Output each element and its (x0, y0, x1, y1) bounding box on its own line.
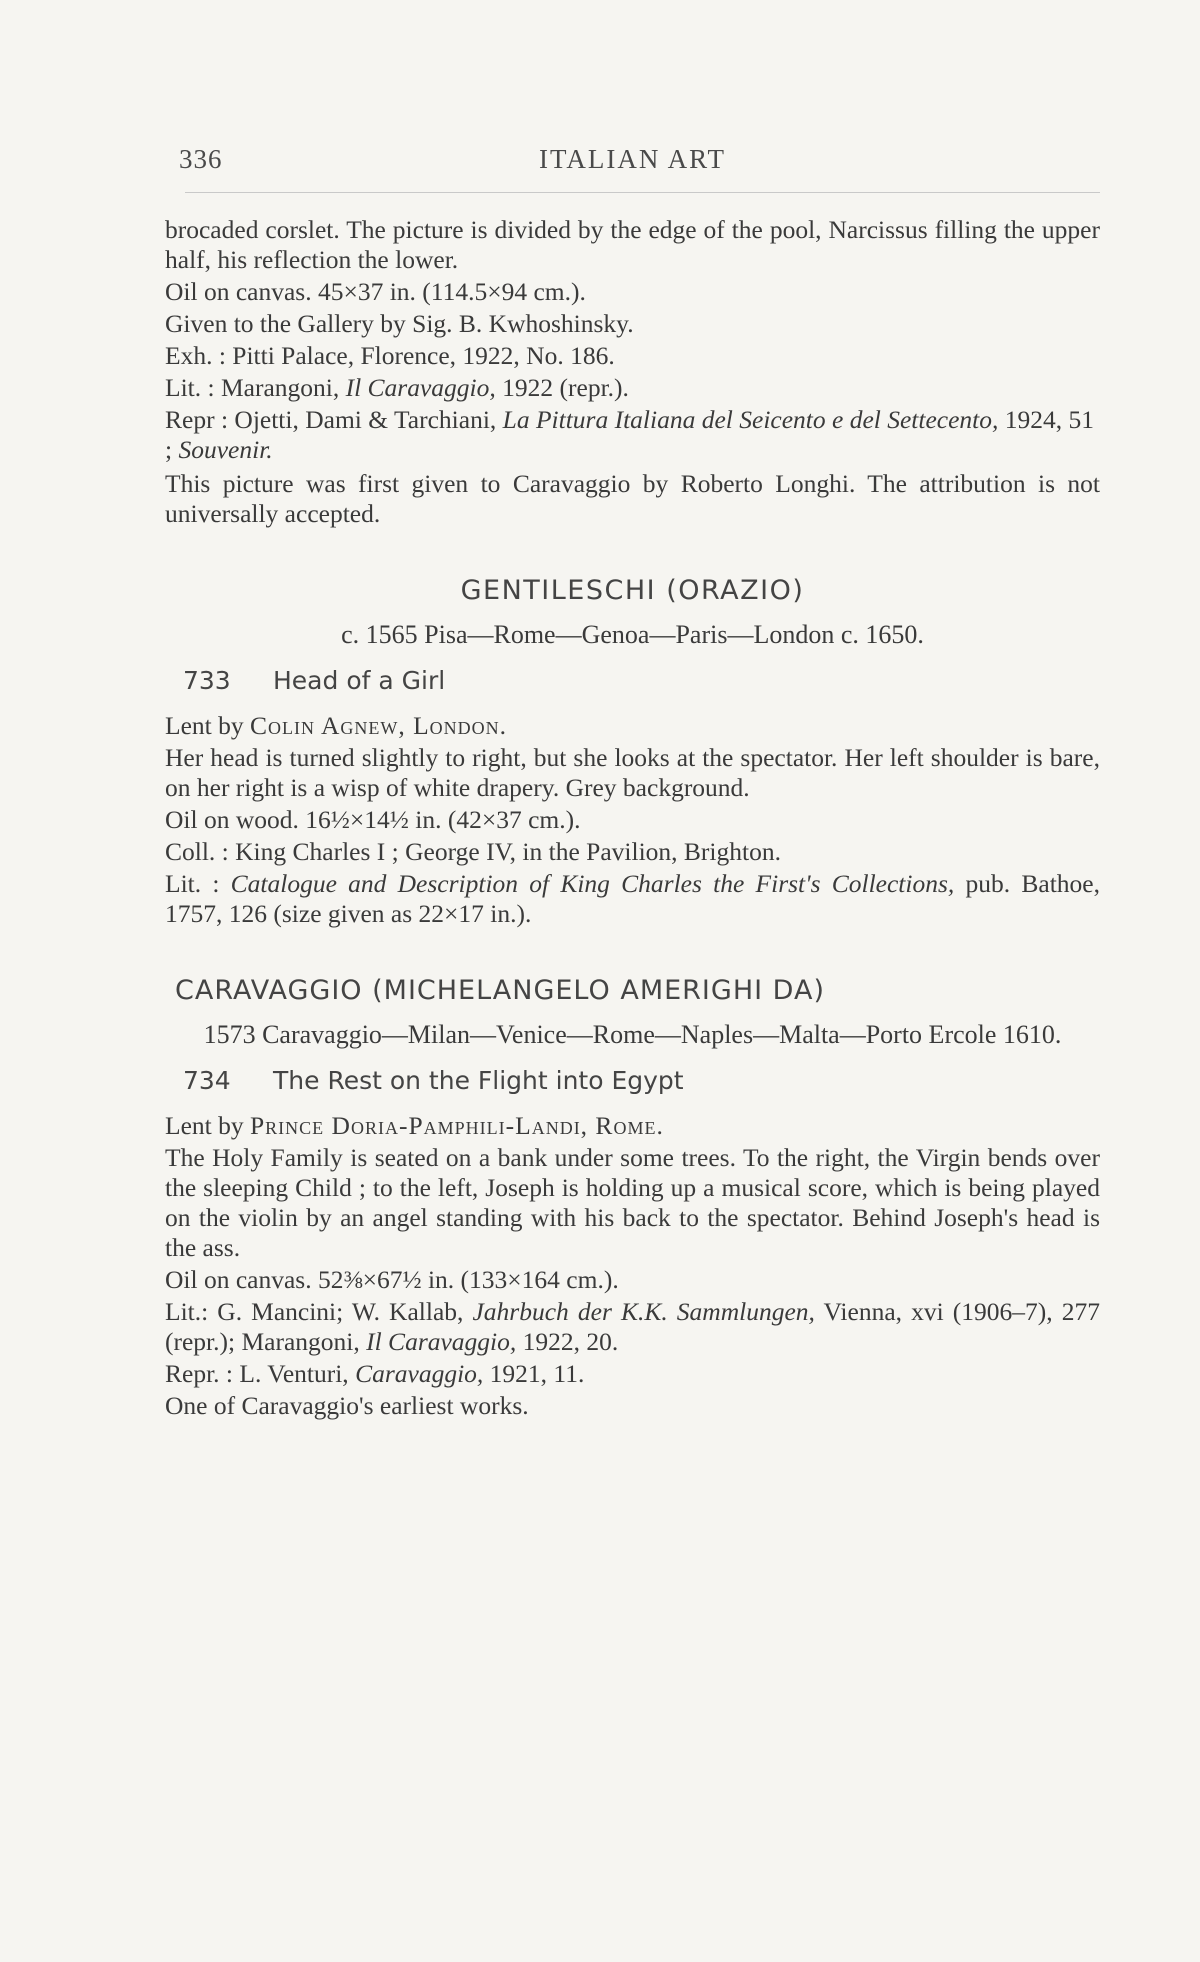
entry-collection: Coll. : King Charles I ; George IV, in the Pavilion, Brighton. (165, 837, 781, 866)
continued-reproduction (165, 405, 1100, 465)
lit-title-1: Jahrbuch der K.K. Sammlungen, (472, 1297, 815, 1326)
lit-suffix: 1922 (repr.). (495, 373, 629, 402)
lit-mid: Vienna, xvi (1906–7), 277 (repr.); Marangoni, (165, 1297, 1100, 1356)
artist-heading-gentileschi: GENTILESCHI (ORAZIO) (460, 575, 805, 606)
continued-entry (165, 215, 1100, 529)
entry-medium: Oil on wood. 16½×14½ in. (42×37 cm.). (165, 805, 581, 834)
continued-medium: Oil on canvas. 45×37 in. (114.5×94 cm.). (165, 277, 586, 306)
continued-exhibition: Exh. : Pitti Palace, Florence, 1922, No. 186. (165, 341, 615, 370)
entry-number: 733 (183, 666, 231, 695)
lent-prefix: Lent by (165, 1111, 250, 1140)
repr-prefix: Repr. : L. Venturi, (165, 1359, 356, 1388)
repr-suffix: 1921, 11. (483, 1359, 585, 1388)
lit-suffix: 1922, 20. (516, 1327, 619, 1356)
lender: Colin Agnew, London. (249, 711, 508, 740)
entry-description: Her head is turned slightly to right, but she looks at the spectator. Her left shoulder is bare, on her right is a wisp of white drapery. Grey background. (165, 743, 1100, 802)
lender: Prince Doria-Pamphili-Landi, Rome. (249, 1111, 664, 1140)
repr-title: Caravaggio, (355, 1359, 484, 1388)
continued-given: Given to the Gallery by Sig. B. Kwhoshinsky. (165, 309, 634, 338)
continued-note: This picture was first given to Caravaggio by Roberto Longhi. The attribution is not universally accepted. (165, 469, 1100, 528)
artist-dates-caravaggio: 1573 Caravaggio—Milan—Venice—Rome—Naples—Malta—Porto Ercole 1610. (203, 1020, 1062, 1049)
page-number: 336 (179, 144, 223, 174)
artist-dates-gentileschi: c. 1565 Pisa—Rome—Genoa—Paris—London c. 1650. (341, 620, 924, 649)
lit-title-2: Il Caravaggio, (366, 1327, 517, 1356)
entry-literature (165, 1297, 1100, 1357)
continued-literature (165, 373, 1100, 403)
lit-suffix: pub. Bathoe, 1757, 126 (size given as 22×17 in.). (165, 869, 1100, 928)
repr-mid: 1924, 51 ; (165, 405, 1095, 464)
entry-heading-733 (183, 666, 1100, 695)
entry-heading-734 (183, 1066, 1100, 1095)
lit-title: Catalogue and Description of King Charles the First's Collections, (230, 869, 955, 898)
running-title: ITALIAN ART (539, 144, 726, 174)
header-rule (185, 192, 1100, 193)
lit-prefix: Lit. : (165, 869, 231, 898)
repr-souvenir: Souvenir. (178, 435, 273, 464)
lit-prefix: Lit.: G. Mancini; W. Kallab, (165, 1297, 473, 1326)
lent-by (165, 1111, 1100, 1141)
repr-title: La Pittura Italiana del Seicento e del Settecento, (502, 405, 999, 434)
lit-prefix: Lit. : Marangoni, (165, 373, 346, 402)
artist-heading-caravaggio: CARAVAGGIO (MICHELANGELO AMERIGHI DA) (175, 975, 825, 1006)
entry-medium: Oil on canvas. 52⅜×67½ in. (133×164 cm.). (165, 1265, 619, 1294)
entry-734 (165, 1111, 1100, 1421)
entry-title: Head of a Girl (273, 666, 446, 695)
entry-description: The Holy Family is seated on a bank under some trees. To the right, the Virgin bends over the sleeping Child ; to the left, Joseph is holding up a musical score, which is being played on the violin by an angel standing with his back to the spectator. Behind Joseph's head is the ass. (165, 1143, 1100, 1262)
entry-literature (165, 869, 1100, 929)
entry-reproduction (165, 1359, 1100, 1389)
lit-title: Il Caravaggio, (345, 373, 496, 402)
entry-title: The Rest on the Flight into Egypt (273, 1066, 684, 1095)
entry-note: One of Caravaggio's earliest works. (165, 1391, 529, 1420)
lent-by (165, 711, 1100, 741)
entry-733 (165, 711, 1100, 929)
repr-prefix: Repr : Ojetti, Dami & Tarchiani, (165, 405, 503, 434)
entry-number: 734 (183, 1066, 231, 1095)
continued-description: brocaded corslet. The picture is divided by the edge of the pool, Narcissus filling the upper half, his reflection the lower. (165, 215, 1100, 274)
page-header (165, 130, 1100, 178)
lent-prefix: Lent by (165, 711, 250, 740)
page (165, 130, 1100, 1423)
